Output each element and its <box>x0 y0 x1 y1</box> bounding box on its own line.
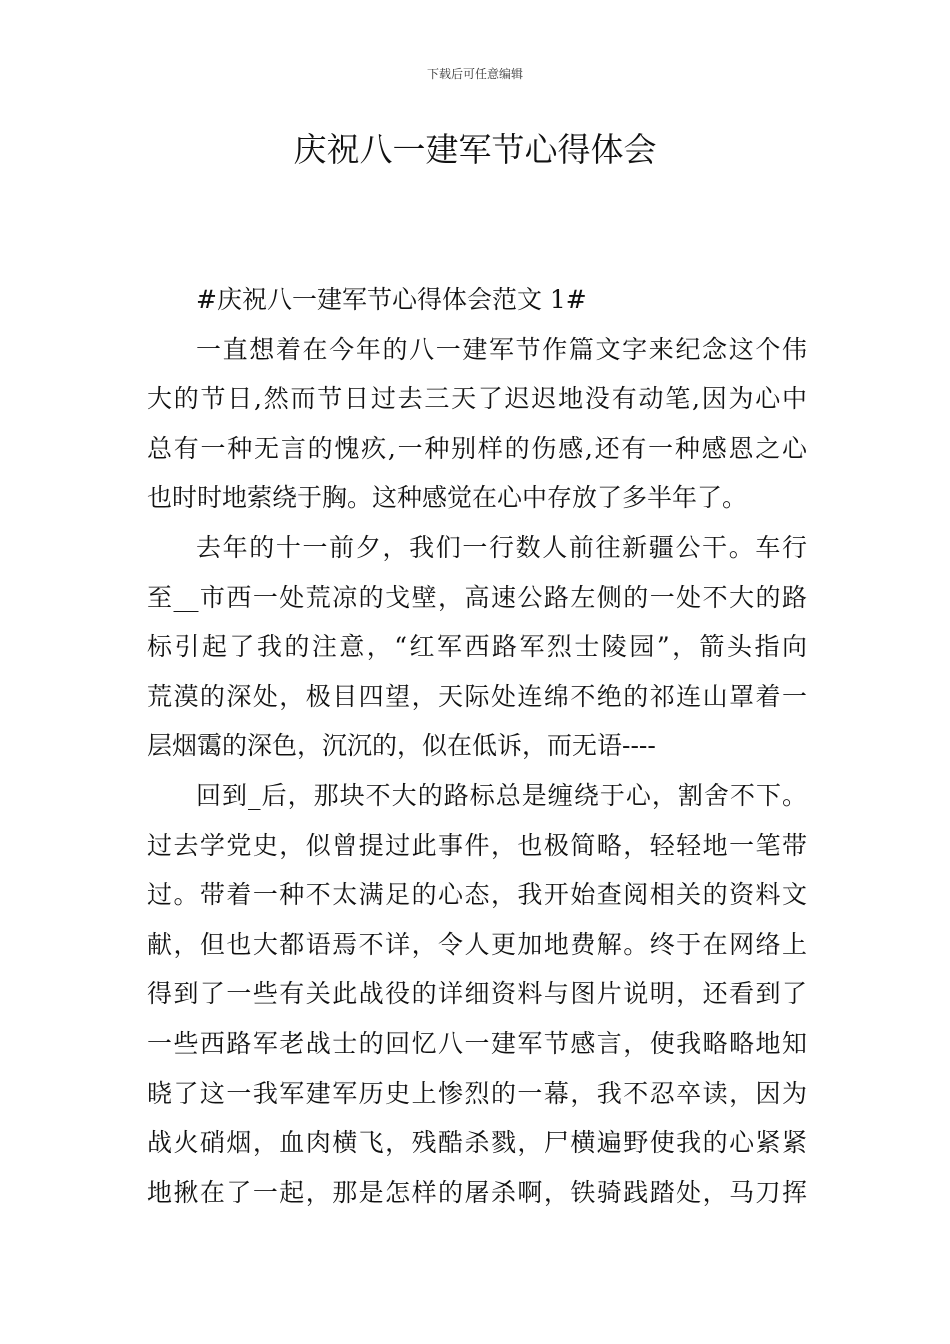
paragraph-line: 大的节日,然而节日过去三天了迟迟地没有动笔,因为心中 <box>147 384 807 413</box>
paragraph-line: 得到了一些有关此战役的详细资料与图片说明，还看到了 <box>147 979 807 1008</box>
paragraph-line: 战火硝烟，血肉横飞，残酷杀戮，尸横遍野使我的心紧紧 <box>147 1128 807 1157</box>
page-header-note: 下载后可任意编辑 <box>426 67 523 81</box>
paragraph-line: 一直想着在今年的八一建军节作篇文字来纪念这个伟 <box>196 335 807 364</box>
paragraph-line: 回到_后，那块不大的路标总是缠绕于心，割舍不下。 <box>196 781 807 810</box>
paragraph-line: 总有一种无言的愧疚,一种别样的伤感,还有一种感恩之心 <box>147 434 807 463</box>
document-title: 庆祝八一建军节心得体会 <box>293 130 657 169</box>
paragraph-line: 一些西路军老战士的回忆八一建军节感言，使我略略地知 <box>147 1029 807 1058</box>
paragraph-line: 晓了这一我军建军历史上惨烈的一幕，我不忍卒读，因为 <box>147 1079 807 1108</box>
paragraph-line: 献，但也大都语焉不详，令人更加地费解。终于在网络上 <box>147 930 807 959</box>
paragraph-line: 层烟霭的深色，沉沉的，似在低诉，而无语---- <box>147 731 656 760</box>
paragraph-line: 也时时地萦绕于胸。这种感觉在心中存放了多半年了。 <box>147 483 748 512</box>
paragraph-line: 地揪在了一起，那是怎样的屠杀啊，铁骑践踏处，马刀挥 <box>147 1178 807 1207</box>
paragraph-line: 过去学党史，似曾提过此事件，也极简略，轻轻地一笔带 <box>147 831 807 860</box>
paragraph-line: 至__市西一处荒凉的戈壁，高速公路左侧的一处不大的路 <box>147 583 807 612</box>
paragraph-line: 标引起了我的注意，“红军西路军烈士陵园”，箭头指向 <box>147 632 807 661</box>
paragraph-line: 去年的十一前夕，我们一行数人前往新疆公干。车行 <box>196 533 807 562</box>
section-heading: #庆祝八一建军节心得体会范文 1# <box>196 285 587 314</box>
paragraph-line: 过。带着一种不太满足的心态，我开始查阅相关的资料文 <box>147 880 807 909</box>
paragraph-line: 荒漠的深处，极目四望，天际处连绵不绝的祁连山罩着一 <box>147 682 807 711</box>
